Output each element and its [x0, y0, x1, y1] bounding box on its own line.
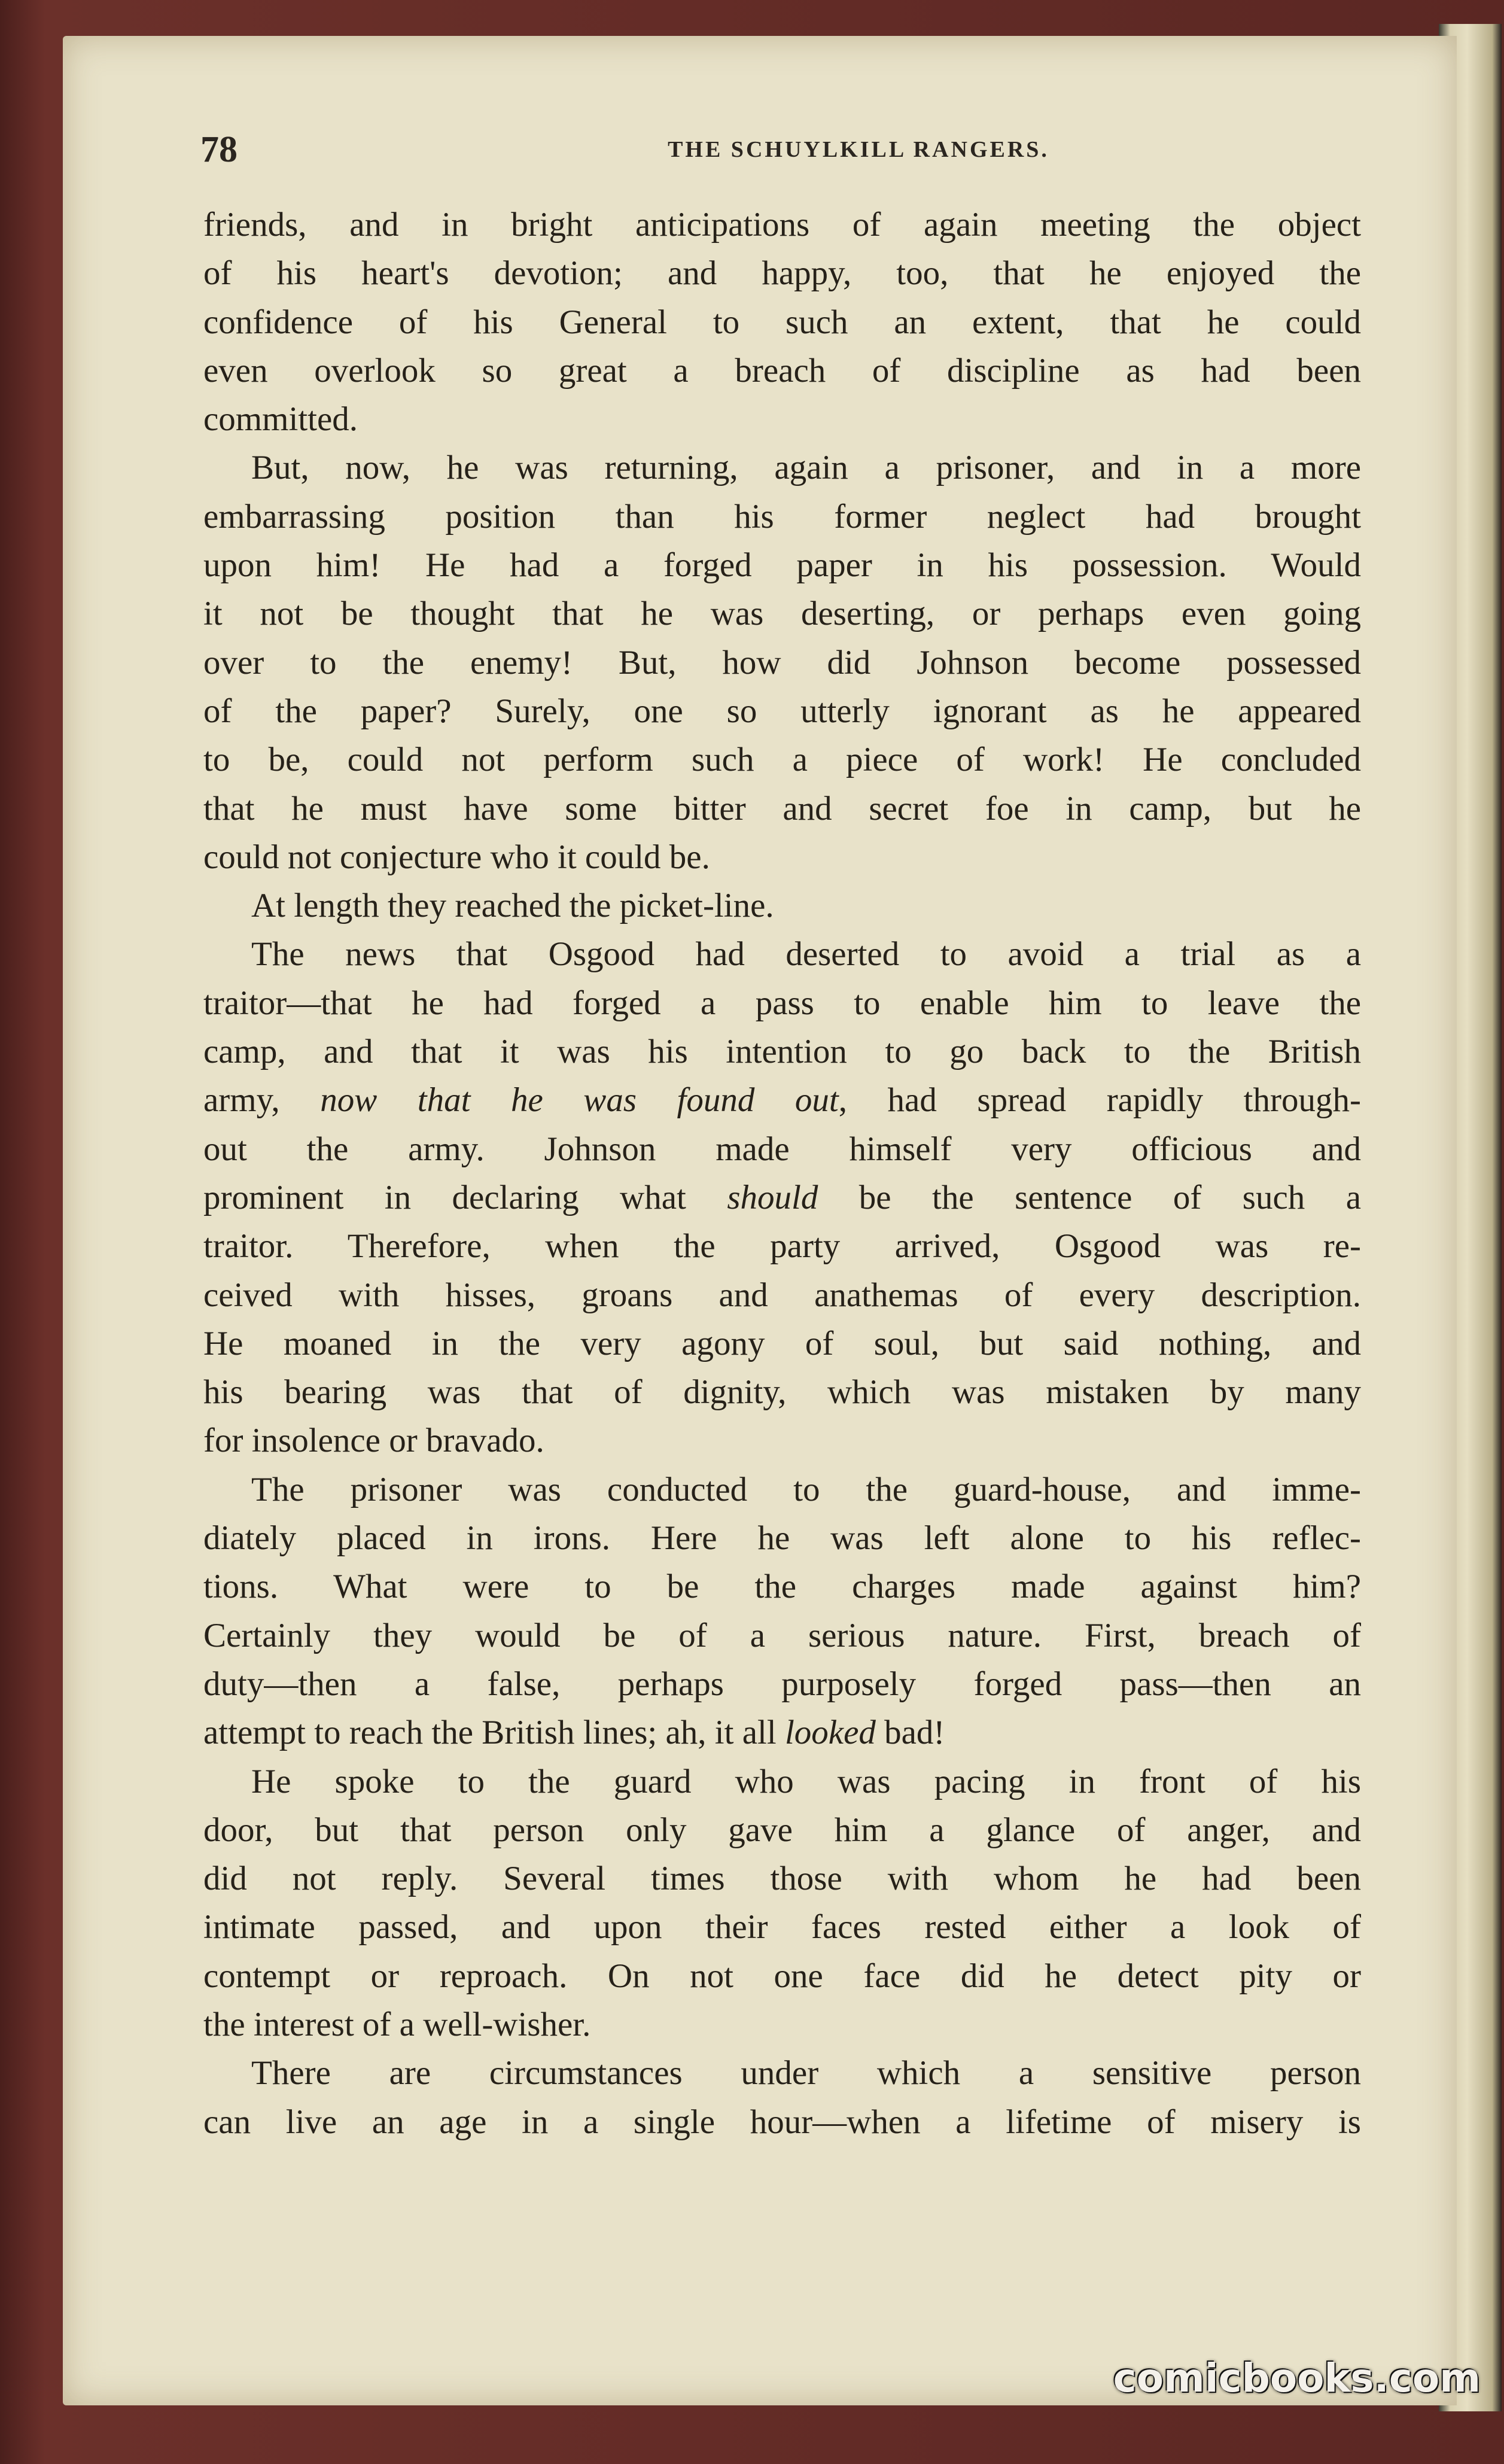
text-line: tions. What were to be the charges made against him? [203, 1568, 1361, 1606]
text-line: ceived with hisses, groans and anathemas of every description. [203, 1276, 1361, 1314]
text-line: embarrassing position than his former neglect had brought [203, 497, 1361, 536]
text-line: the interest of a well-wisher. [203, 2005, 591, 2043]
text-line: it not be thought that he was deserting, or perhaps even going [203, 595, 1361, 633]
text-line: his bearing was that of dignity, which was mistaken by many [203, 1373, 1361, 1412]
running-head: THE SCHUYLKILL RANGERS. [668, 137, 1049, 162]
text-line: intimate passed, and upon their faces rested either a look of [203, 1908, 1361, 1946]
text-line: Certainly they would be of a serious nature. First, breach of [203, 1616, 1361, 1654]
text-line: duty—then a false, perhaps purposely forged pass—then an [203, 1665, 1361, 1703]
text-line: committed. [203, 400, 358, 439]
text-line: can live an age in a single hour—when a lifetime of misery is [203, 2103, 1361, 2141]
text-line: camp, and that it was his intention to go back to the British [203, 1033, 1361, 1071]
text-line: that he must have some bitter and secret foe in camp, but he [203, 789, 1361, 828]
body-text [203, 200, 1361, 2146]
text-line: prominent in declaring what should be the sentence of such a [203, 1178, 1361, 1216]
text-line: army, now that he was found out, had spread rapidly through- [203, 1081, 1361, 1120]
text-line: upon him! He had a forged paper in his possession. Would [203, 546, 1361, 585]
text-line: traitor. Therefore, when the party arrived, Osgood was re- [203, 1227, 1361, 1266]
text-line: He moaned in the very agony of soul, but said nothing, and [203, 1324, 1361, 1362]
text-line: of his heart's devotion; and happy, too, that he enjoyed the [203, 254, 1361, 293]
text-line: for insolence or bravado. [203, 1422, 544, 1460]
text-line: contempt or reproach. On not one face did he detect pity or [203, 1957, 1361, 1995]
page-header [200, 123, 1361, 177]
text-line: He spoke to the guard who was pacing in front of his [251, 1762, 1361, 1800]
text-line: The prisoner was conducted to the guard-house, and imme- [251, 1470, 1361, 1508]
text-line: could not conjecture who it could be. [203, 838, 710, 876]
text-line: confidence of his General to such an extent, that he could [203, 303, 1361, 341]
text-line: diately placed in irons. Here he was left alone to his reflec- [203, 1519, 1361, 1558]
text-line: out the army. Johnson made himself very officious and [203, 1130, 1361, 1168]
text-line: There are circumstances under which a sensitive person [251, 2054, 1361, 2092]
text-line: over to the enemy! But, how did Johnson become possessed [203, 643, 1361, 682]
page-number: 78 [200, 129, 238, 170]
text-line: did not reply. Several times those with whom he had been [203, 1860, 1361, 1898]
text-line: even overlook so great a breach of discipline as had been [203, 351, 1361, 390]
text-line: At length they reached the picket-line. [251, 887, 774, 925]
text-line: friends, and in bright anticipations of again meeting the object [203, 206, 1361, 244]
text-line: traitor—that he had forged a pass to enable him to leave the [203, 984, 1361, 1022]
text-line: The news that Osgood had deserted to avoid a trial as a [251, 935, 1361, 974]
text-line: attempt to reach the British lines; ah, it all looked bad! [203, 1714, 945, 1752]
text-line: to be, could not perform such a piece of work! He concluded [203, 741, 1361, 779]
text-line: But, now, he was returning, again a prisoner, and in a more [251, 449, 1361, 487]
watermark: comicbooks.com [1113, 2355, 1481, 2401]
text-line: door, but that person only gave him a glance of anger, and [203, 1811, 1361, 1849]
text-line: of the paper? Surely, one so utterly ignorant as he appeared [203, 692, 1361, 730]
